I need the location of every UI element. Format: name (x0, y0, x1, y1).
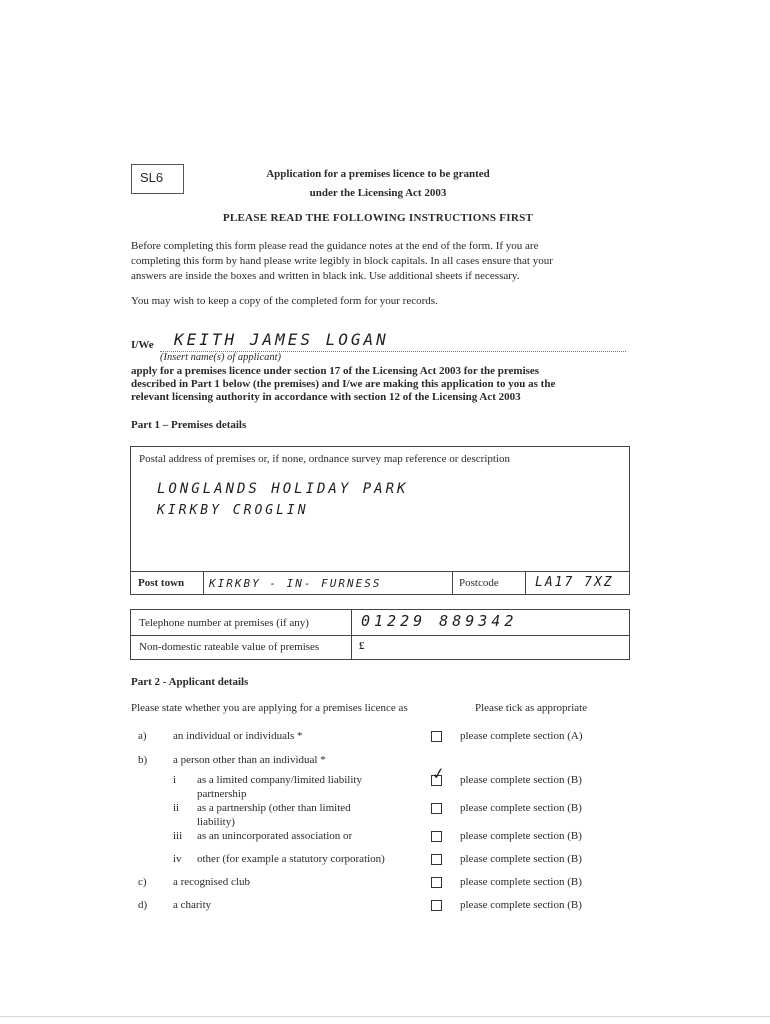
postcode-label: Postcode (459, 577, 499, 589)
option-section: please complete section (A) (460, 730, 583, 742)
form-code: SL6 (140, 170, 164, 185)
form-title-line2: under the Licensing Act 2003 (309, 187, 447, 199)
postcode-field[interactable]: LA17 7XZ (535, 575, 614, 590)
option-label-individual: an individual or individuals * (173, 730, 303, 742)
address-label: Postal address of premises or, if none, ordnance survey map reference or description (139, 453, 510, 465)
scan-edge-line (0, 1016, 770, 1017)
part2-question: Please state whether you are applying for a premises licence as (131, 702, 408, 714)
option-label-charity: a charity (173, 899, 212, 911)
tick-instruction: Please tick as appropriate (475, 702, 588, 714)
telephone-rateable-box (130, 609, 630, 660)
telephone-field[interactable]: 01229 889342 (361, 612, 518, 630)
option-marker: ii (173, 802, 180, 814)
option-label-limited-company-cont: partnership (197, 788, 247, 800)
post-town-separator (203, 571, 204, 594)
option-section: please complete section (B) (460, 853, 582, 865)
option-label-other: other (for example a statutory corporation) (197, 853, 385, 865)
option-marker: c) (138, 876, 147, 888)
option-label-partnership-cont: liability) (197, 816, 235, 828)
rateable-label: Non-domestic rateable value of premises (139, 641, 320, 653)
checkbox-other[interactable] (431, 854, 442, 865)
option-label-club: a recognised club (173, 876, 250, 888)
telephone-label: Telephone number at premises (if any) (139, 617, 309, 629)
post-town-field[interactable]: KIRKBY - IN- FURNESS (209, 577, 382, 590)
statement-line: relevant licensing authority in accordance with section 12 of the Licensing Act 2003 (131, 391, 521, 403)
applicant-prefix: I/We (131, 339, 154, 351)
option-label-unincorporated: as an unincorporated association or (197, 830, 353, 842)
part2-heading: Part 2 - Applicant details (131, 676, 249, 688)
intro-text (131, 239, 611, 284)
checkbox-unincorporated[interactable] (431, 831, 442, 842)
option-marker: i (173, 774, 177, 786)
option-section: please complete section (B) (460, 830, 582, 842)
option-section: please complete section (B) (460, 774, 582, 786)
telephone-divider (131, 635, 629, 636)
intro-line: completing this form by hand please write legibly in block capitals. In all cases ensure that your (131, 255, 553, 267)
option-marker: b) (138, 754, 148, 766)
address-line1-field[interactable]: LONGLANDS HOLIDAY PARK (157, 481, 409, 497)
option-label-non-individual: a person other than an individual * (173, 754, 326, 766)
intro-line: Before completing this form please read the guidance notes at the end of the form. If you are (131, 240, 539, 252)
form-code-box (131, 164, 184, 194)
postcode-value-separator (525, 571, 526, 594)
post-town-label: Post town (138, 577, 185, 589)
keep-copy-note: You may wish to keep a copy of the completed form for your records. (131, 295, 438, 307)
checkbox-partnership[interactable] (431, 803, 442, 814)
option-marker: a) (138, 730, 147, 742)
statement-line: described in Part 1 below (the premises) and I/we are making this application to you as the (131, 378, 556, 390)
checkmark-icon: ✓ (430, 765, 447, 784)
statement-line: apply for a premises licence under section 17 of the Licensing Act 2003 for the premises (131, 365, 540, 377)
form-title-line1: Application for a premises licence to be granted (266, 168, 490, 180)
postcode-separator (452, 571, 453, 594)
option-section: please complete section (B) (460, 802, 582, 814)
checkbox-charity[interactable] (431, 900, 442, 911)
instructions-heading: PLEASE READ THE FOLLOWING INSTRUCTIONS FIRST (222, 212, 534, 224)
option-marker: d) (138, 899, 148, 911)
premises-address-box (130, 446, 630, 595)
checkbox-individual[interactable] (431, 731, 442, 742)
option-section: please complete section (B) (460, 899, 582, 911)
intro-line: answers are inside the boxes and written in black ink. Use additional sheets if necessary. (131, 270, 520, 282)
part1-heading: Part 1 – Premises details (131, 419, 247, 431)
checkbox-club[interactable] (431, 877, 442, 888)
applicant-name-hint: (Insert name(s) of applicant) (160, 352, 282, 363)
address-line2-field[interactable]: KIRKBY CROGLIN (157, 503, 309, 518)
option-label-limited-company: as a limited company/limited liability (197, 774, 362, 786)
option-marker: iv (173, 853, 182, 865)
applicant-name-field[interactable]: KEITH JAMES LOGAN (174, 330, 389, 349)
option-section: please complete section (B) (460, 876, 582, 888)
application-statement (131, 365, 631, 404)
option-label-partnership: as a partnership (other than limited (197, 802, 351, 814)
option-marker: iii (173, 830, 183, 842)
rateable-value-field[interactable]: £ (359, 640, 365, 652)
post-town-divider (131, 571, 629, 572)
